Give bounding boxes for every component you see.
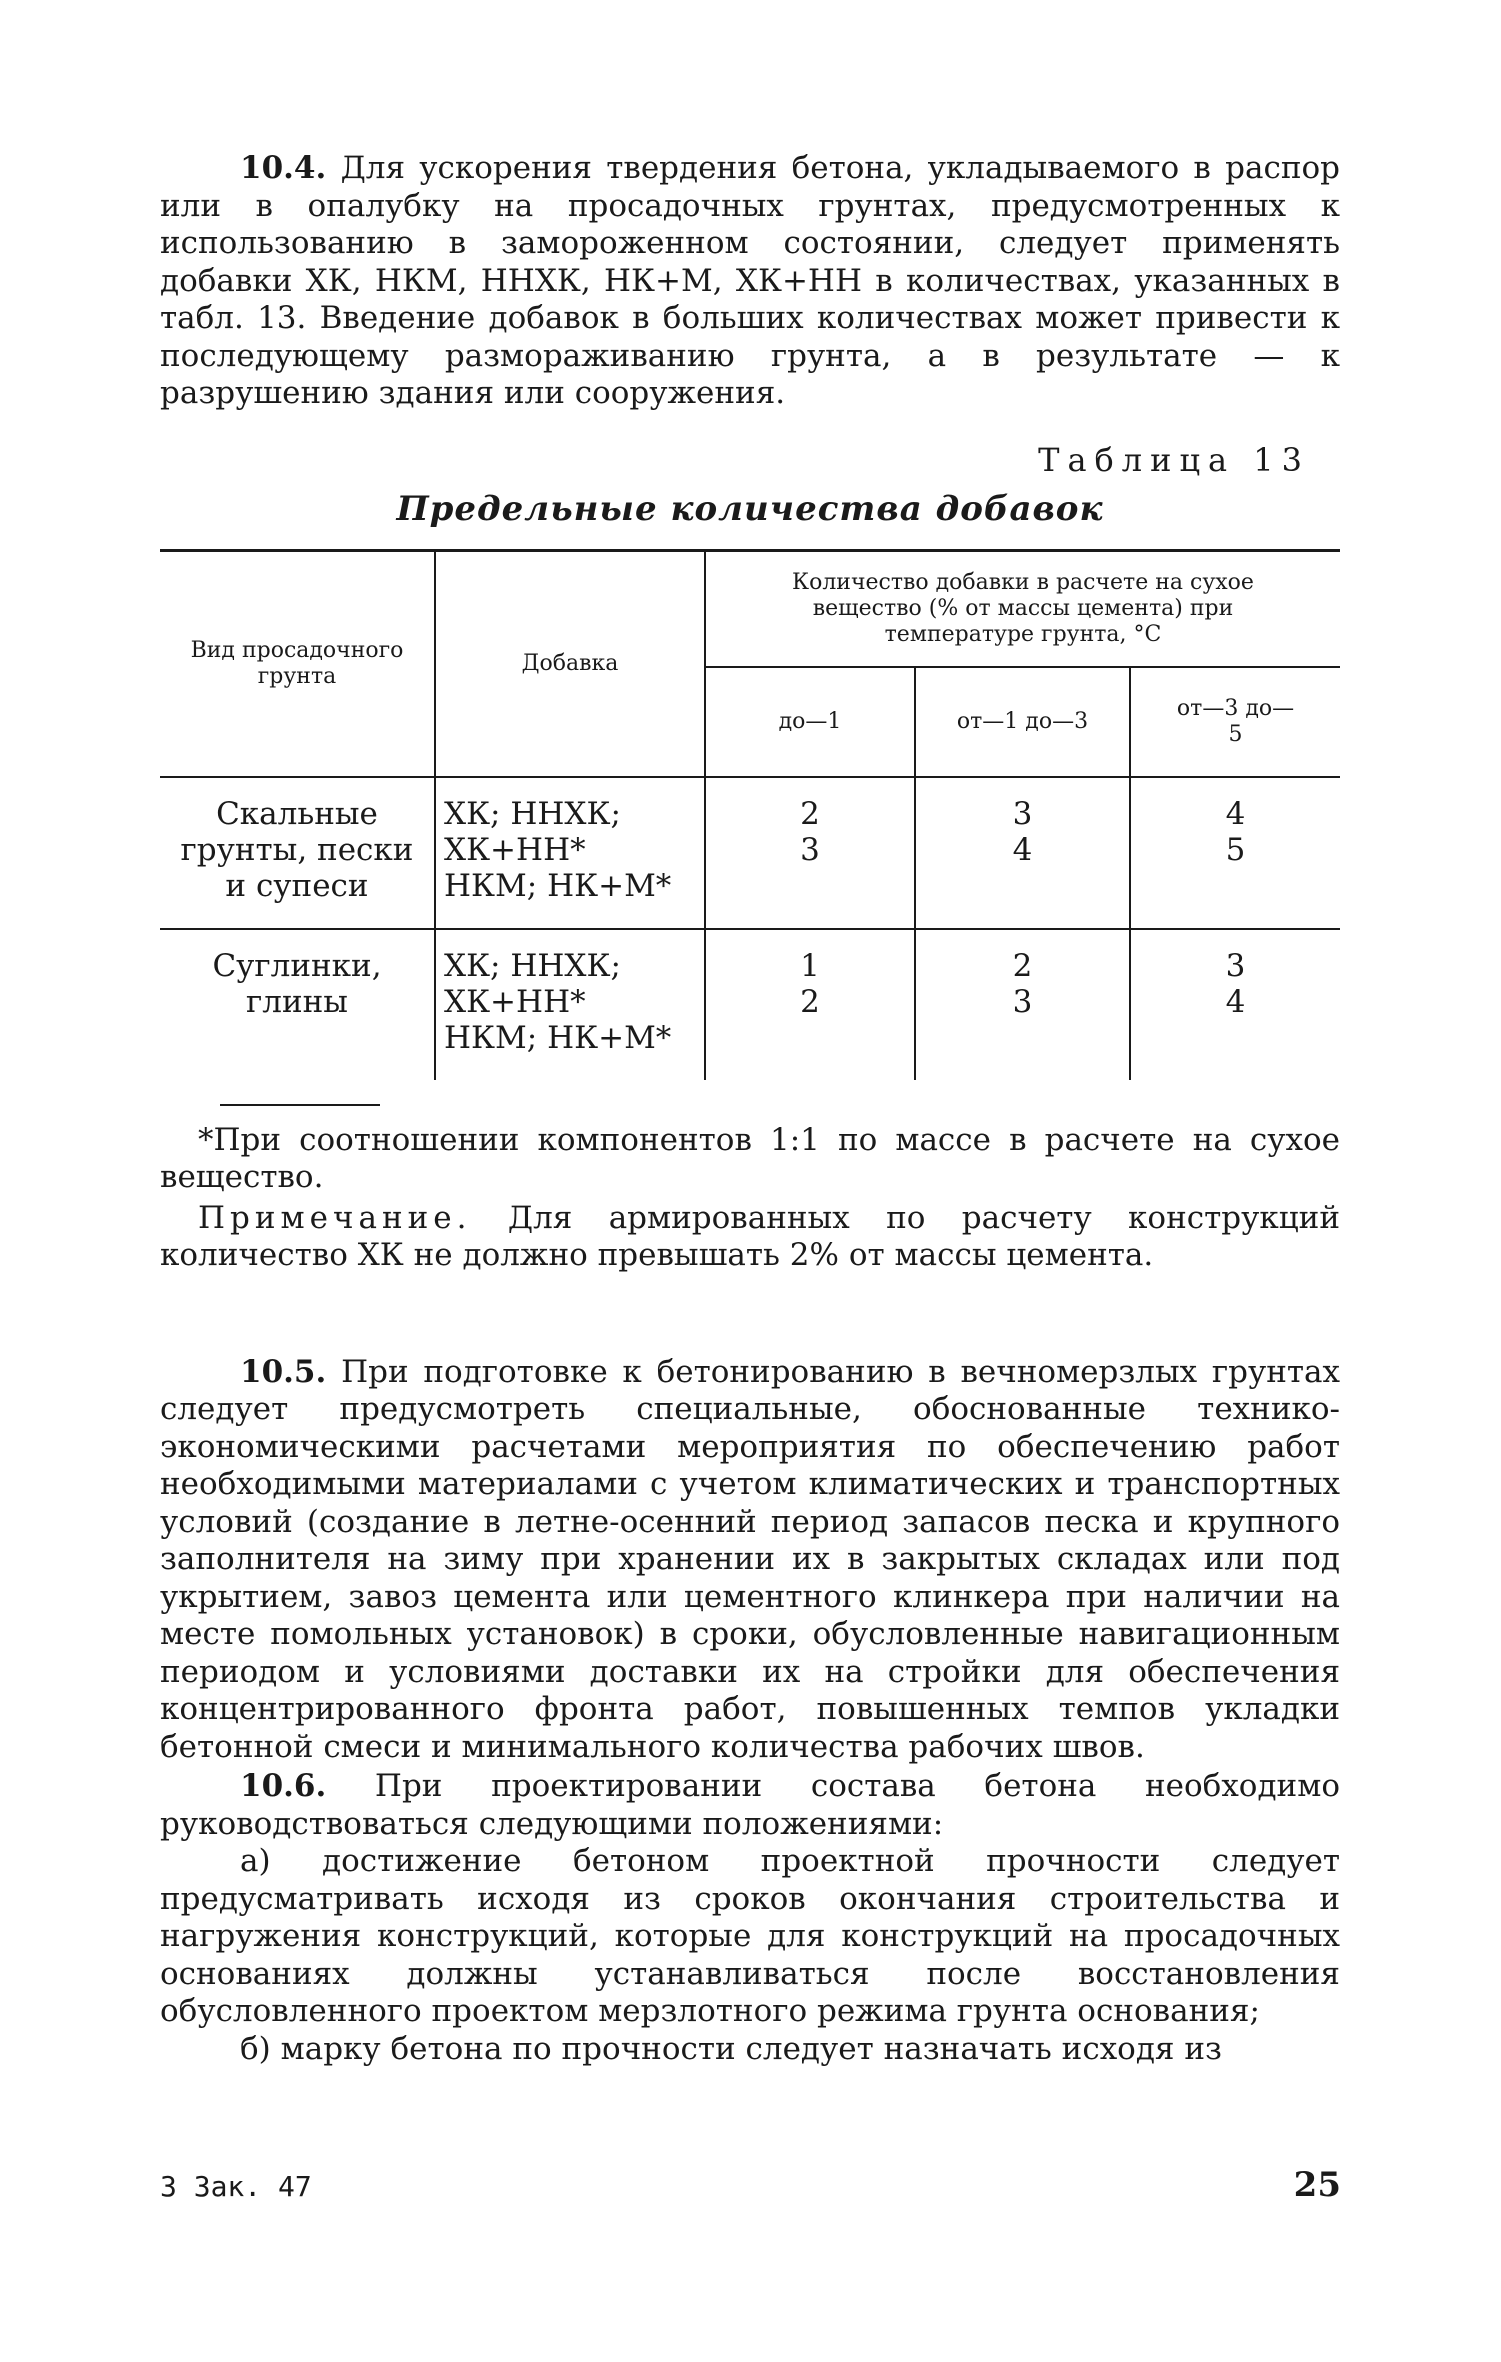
value-cell <box>705 777 915 929</box>
additive-line: ХК; ННХК; ХК+НН* <box>444 947 621 1020</box>
value: 2 <box>800 795 820 832</box>
table-footnote: *При соотношении компонентов 1:1 по массе в расчете на сухое вещество. <box>160 1121 1340 1195</box>
paragraph-10-4 <box>160 150 1340 413</box>
table-header-row <box>160 550 1340 667</box>
paragraph-number: 10.4. <box>240 150 327 186</box>
value: 3 <box>1225 947 1246 984</box>
paragraph-10-6 <box>160 1768 1340 1843</box>
value: 3 <box>1012 983 1033 1020</box>
note-text: Для армированных по расчету конструкций количество ХК не должно превышать 2% от массы цемента. <box>160 1199 1340 1273</box>
note-label: Примечание. <box>198 1199 472 1236</box>
page-footer <box>160 2165 1341 2205</box>
value: 4 <box>1225 795 1246 832</box>
additive-line: НКМ; НК+М* <box>444 867 672 904</box>
paragraph-number: 10.5. <box>240 1353 327 1390</box>
value: 2 <box>1012 947 1033 984</box>
value: 2 <box>800 983 820 1020</box>
value: 4 <box>1012 831 1033 868</box>
additive-line: НКМ; НК+М* <box>444 1019 672 1056</box>
paragraph-text: Для ускорения твердения бетона, укладываемого в распор или в опалубку на просадочных грунтах, предусмотренных к использованию в замороженном состоянии, следует применять добавки ХК, НКМ, ННХК, НК+М, ХК+НН в количествах, указанных в табл. 13. Введение добавок в больших количествах может привести к последующему размораживанию грунта, а в результате — к разрушению здания или сооружения. <box>160 150 1340 411</box>
page-number: 25 <box>1293 2165 1341 2205</box>
value: 4 <box>1225 983 1246 1020</box>
additives-table <box>160 549 1340 1080</box>
value: 3 <box>800 831 820 868</box>
additive-cell <box>435 929 705 1080</box>
value: 1 <box>800 947 820 984</box>
header-additive: Добавка <box>435 550 705 777</box>
header-temp-3: от—3 до—5 <box>1130 667 1340 777</box>
table-number: Таблица 13 <box>1038 440 1310 479</box>
list-item-a: а) достижение бетоном проектной прочности следует предусматривать исходя из сроков окончания строительства и нагружения конструкций, которые для конструкций на просадочных основаниях должны устанавливаться после восстановления обусловленного проектом мерзлотного режима грунта основания; <box>160 1843 1340 2029</box>
table-row <box>160 929 1340 1080</box>
table-title: Предельные количества добавок <box>396 488 1104 529</box>
value-cell <box>1130 777 1340 929</box>
page-body <box>160 150 1340 2068</box>
header-soil: Вид просадочного грунта <box>160 550 435 777</box>
value-cell <box>915 777 1130 929</box>
header-temp-1: до—1 <box>705 667 915 777</box>
paragraph-10-5 <box>160 1354 1340 1767</box>
value: 3 <box>1012 795 1033 832</box>
paragraph-text: При подготовке к бетонированию в вечномерзлых грунтах следует предусмотреть специальные, обоснованные технико-экономическими расчетами мероприятия по обеспечению работ необходимыми материалами с учетом климатических и транспортных условий (создание в летне-осенний период запасов песка и крупного заполнителя на зиму при хранении их в закрытых складах или под укрытием, завоз цемента или цементного клинкера при наличии на месте помольных установок) в сроки, обусловленные навигационным периодом и условиями доставки их на стройки для обеспечения концентрированного фронта работ, повышенных темпов укладки бетонной смеси и минимального количества рабочих швов. <box>160 1353 1340 1765</box>
paragraph-number: 10.6. <box>240 1768 327 1804</box>
value: 5 <box>1225 831 1246 868</box>
table-note <box>160 1200 1340 1274</box>
value-cell <box>915 929 1130 1080</box>
footnote-divider <box>220 1104 380 1106</box>
soil-cell: Скальные грунты, пески и супеси <box>180 795 414 904</box>
value-cell <box>705 929 915 1080</box>
paragraph-text: При проектировании состава бетона необходимо руководствоваться следующими положениями: <box>160 1768 1340 1842</box>
value-cell <box>1130 929 1340 1080</box>
additive-line: ХК; ННХК; ХК+НН* <box>444 795 621 868</box>
table-row <box>160 777 1340 929</box>
list-item-b: б) марку бетона по прочности следует назначать исходя из <box>240 2030 1222 2067</box>
additive-cell <box>435 777 705 929</box>
print-order-mark: 3 Зак. 47 <box>160 2170 312 2203</box>
header-amount: Количество добавки в расчете на сухое вещество (% от массы цемента) при температуре грунта, °С <box>705 550 1340 667</box>
header-temp-2: от—1 до—3 <box>915 667 1130 777</box>
soil-cell: Суглинки, глины <box>212 947 382 1020</box>
